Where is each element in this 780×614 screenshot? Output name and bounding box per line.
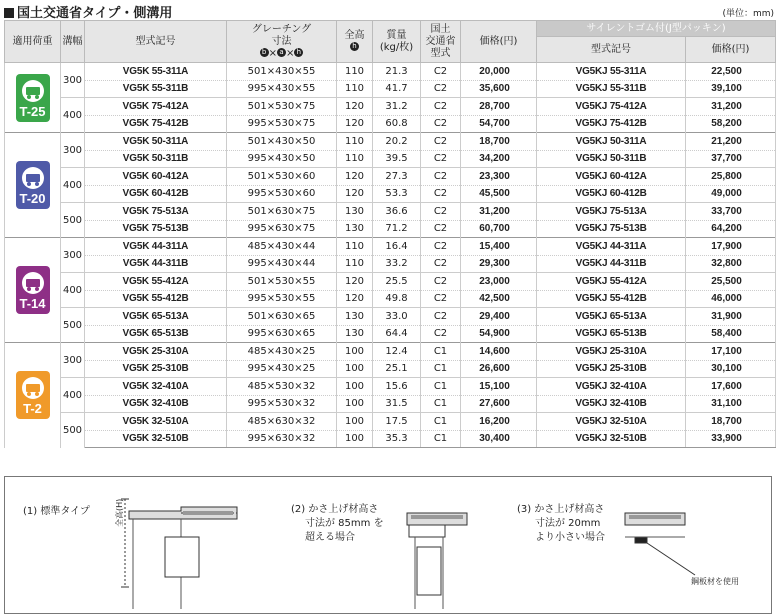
truck-icon: [22, 167, 44, 189]
silent-price-cell: 46,000: [686, 290, 776, 308]
grating-size-cell: 995×530×55: [227, 290, 337, 308]
mass-cell: 17.5: [373, 413, 421, 431]
model-cell: VG5K 75-412A: [85, 98, 227, 116]
diagram-standard-label: (1) 標準タイプ: [23, 506, 90, 517]
mlit-type-cell: C2: [421, 273, 461, 291]
mlit-type-cell: C2: [421, 133, 461, 151]
grating-size-cell: 995×630×32: [227, 430, 337, 448]
mass-cell: 25.5: [373, 273, 421, 291]
height-cell: 100: [337, 343, 373, 361]
silent-model-cell: VG5KJ 32-510A: [537, 413, 686, 431]
silent-price-cell: 30,100: [686, 360, 776, 378]
table-row: [5, 255, 776, 273]
spec-table-body: [5, 63, 776, 448]
mlit-type-cell: C2: [421, 98, 461, 116]
load-class-cell: [5, 63, 61, 133]
price-cell: 60,700: [461, 220, 537, 238]
silent-price-cell: 49,000: [686, 185, 776, 203]
grating-size-cell: 995×430×25: [227, 360, 337, 378]
grating-size-cell: 995×430×55: [227, 80, 337, 98]
model-cell: VG5K 55-412B: [85, 290, 227, 308]
grating-size-cell: 501×530×60: [227, 168, 337, 186]
table-row: [5, 115, 776, 133]
table-row: [5, 98, 776, 116]
model-cell: VG5K 65-513A: [85, 308, 227, 326]
table-row: [5, 238, 776, 256]
silent-model-cell: VG5KJ 55-311A: [537, 63, 686, 81]
table-row: [5, 308, 776, 326]
height-cell: 110: [337, 80, 373, 98]
mass-cell: 60.8: [373, 115, 421, 133]
model-cell: VG5K 32-510B: [85, 430, 227, 448]
mlit-type-cell: C1: [421, 413, 461, 431]
table-row: [5, 203, 776, 221]
silent-model-cell: VG5KJ 50-311B: [537, 150, 686, 168]
load-class-cell: [5, 238, 61, 343]
silent-price-cell: 64,200: [686, 220, 776, 238]
height-cell: 120: [337, 115, 373, 133]
mlit-type-cell: C2: [421, 168, 461, 186]
width-cell: 400: [61, 98, 85, 133]
model-cell: VG5K 75-412B: [85, 115, 227, 133]
silent-price-cell: 25,500: [686, 273, 776, 291]
header-mass: 質量 (kg/枚): [373, 21, 421, 63]
mass-cell: 15.6: [373, 378, 421, 396]
price-cell: 29,300: [461, 255, 537, 273]
mass-cell: 36.6: [373, 203, 421, 221]
silent-price-cell: 22,500: [686, 63, 776, 81]
silent-model-cell: VG5KJ 60-412B: [537, 185, 686, 203]
table-row: [5, 80, 776, 98]
silent-model-cell: VG5KJ 65-513B: [537, 325, 686, 343]
height-cell: 100: [337, 378, 373, 396]
height-cell: 120: [337, 273, 373, 291]
mass-cell: 33.0: [373, 308, 421, 326]
diagram-raise-20-label: (3) かさ上げ材高さ 寸法が 20mm より小さい場合: [517, 504, 605, 543]
price-cell: 20,000: [461, 63, 537, 81]
grating-size-cell: 995×630×75: [227, 220, 337, 238]
mlit-type-cell: C1: [421, 378, 461, 396]
model-cell: VG5K 25-310B: [85, 360, 227, 378]
load-class-cell: [5, 343, 61, 448]
table-row: [5, 290, 776, 308]
silent-model-cell: VG5KJ 32-410A: [537, 378, 686, 396]
price-cell: 14,600: [461, 343, 537, 361]
truck-load-badge: T-14: [16, 266, 50, 314]
model-cell: VG5K 32-410A: [85, 378, 227, 396]
silent-model-cell: VG5KJ 50-311A: [537, 133, 686, 151]
steel-note: 鋼板材を使用: [691, 577, 739, 586]
raise-85-section: [407, 513, 467, 609]
silent-model-cell: VG5KJ 55-412B: [537, 290, 686, 308]
width-cell: 300: [61, 343, 85, 378]
mass-cell: 41.7: [373, 80, 421, 98]
mlit-type-cell: C2: [421, 150, 461, 168]
mass-cell: 12.4: [373, 343, 421, 361]
price-cell: 15,100: [461, 378, 537, 396]
price-cell: 54,700: [461, 115, 537, 133]
spec-table: [4, 20, 776, 448]
table-row: [5, 150, 776, 168]
price-cell: 45,500: [461, 185, 537, 203]
grating-size-cell: 995×530×60: [227, 185, 337, 203]
height-cell: 120: [337, 168, 373, 186]
table-row: [5, 168, 776, 186]
width-cell: 300: [61, 133, 85, 168]
silent-model-cell: VG5KJ 55-311B: [537, 80, 686, 98]
mlit-type-cell: C2: [421, 308, 461, 326]
mass-cell: 71.2: [373, 220, 421, 238]
table-row: [5, 273, 776, 291]
mlit-type-cell: C1: [421, 343, 461, 361]
grating-size-cell: 501×530×75: [227, 98, 337, 116]
model-cell: VG5K 55-412A: [85, 273, 227, 291]
diagram-raise-85-label: (2) かさ上げ材高さ 寸法が 85mm を 超える場合: [291, 504, 384, 543]
silent-price-cell: 33,700: [686, 203, 776, 221]
silent-model-cell: VG5KJ 25-310A: [537, 343, 686, 361]
model-cell: VG5K 75-513B: [85, 220, 227, 238]
silent-model-cell: VG5KJ 25-310B: [537, 360, 686, 378]
price-cell: 28,700: [461, 98, 537, 116]
header-mlit: 国土 交通省 型式: [421, 21, 461, 63]
silent-price-cell: 37,700: [686, 150, 776, 168]
height-cell: 130: [337, 220, 373, 238]
truck-load-badge: T-2: [16, 371, 50, 419]
mlit-type-cell: C2: [421, 115, 461, 133]
mlit-type-cell: C2: [421, 185, 461, 203]
raise-20-section: [625, 513, 695, 575]
mass-cell: 64.4: [373, 325, 421, 343]
silent-price-cell: 58,400: [686, 325, 776, 343]
height-cell: 100: [337, 413, 373, 431]
mass-cell: 31.2: [373, 98, 421, 116]
price-cell: 23,000: [461, 273, 537, 291]
truck-icon: [22, 377, 44, 399]
grating-size-cell: 995×430×44: [227, 255, 337, 273]
silent-price-cell: 17,100: [686, 343, 776, 361]
truck-load-badge: T-20: [16, 161, 50, 209]
grating-size-cell: 501×630×65: [227, 308, 337, 326]
silent-price-cell: 39,100: [686, 80, 776, 98]
mass-cell: 25.1: [373, 360, 421, 378]
diagram-drawing: [5, 477, 771, 613]
model-cell: VG5K 50-311A: [85, 133, 227, 151]
dim-b-icon: b: [260, 48, 269, 57]
silent-model-cell: VG5KJ 75-412B: [537, 115, 686, 133]
model-cell: VG5K 32-410B: [85, 395, 227, 413]
table-row: [5, 343, 776, 361]
width-cell: 400: [61, 273, 85, 308]
silent-price-cell: 33,900: [686, 430, 776, 448]
mass-cell: 33.2: [373, 255, 421, 273]
mass-cell: 27.3: [373, 168, 421, 186]
mass-cell: 53.3: [373, 185, 421, 203]
model-cell: VG5K 75-513A: [85, 203, 227, 221]
width-cell: 400: [61, 168, 85, 203]
truck-load-badge: T-25: [16, 74, 50, 122]
table-row: [5, 430, 776, 448]
table-row: [5, 413, 776, 431]
grating-size-cell: 501×430×55: [227, 63, 337, 81]
silent-price-cell: 17,600: [686, 378, 776, 396]
header-model: 型式記号: [85, 21, 227, 63]
price-cell: 29,400: [461, 308, 537, 326]
mass-cell: 21.3: [373, 63, 421, 81]
height-cell: 110: [337, 150, 373, 168]
model-cell: VG5K 60-412A: [85, 168, 227, 186]
silent-price-cell: 31,200: [686, 98, 776, 116]
standard-section: [121, 499, 237, 609]
silent-model-cell: VG5KJ 32-510B: [537, 430, 686, 448]
truck-icon: [22, 80, 44, 102]
mlit-type-cell: C2: [421, 203, 461, 221]
width-cell: 400: [61, 378, 85, 413]
table-row: [5, 378, 776, 396]
price-cell: 42,500: [461, 290, 537, 308]
mass-cell: 20.2: [373, 133, 421, 151]
truck-icon: [22, 272, 44, 294]
silent-price-cell: 31,900: [686, 308, 776, 326]
header-height: 全高 h: [337, 21, 373, 63]
table-row: [5, 63, 776, 81]
silent-model-cell: VG5KJ 44-311B: [537, 255, 686, 273]
height-cell: 110: [337, 238, 373, 256]
header-silent-price: 価格(円): [686, 37, 776, 63]
price-cell: 54,900: [461, 325, 537, 343]
silent-model-cell: VG5KJ 55-412A: [537, 273, 686, 291]
silent-model-cell: VG5KJ 60-412A: [537, 168, 686, 186]
height-cell: 120: [337, 98, 373, 116]
width-cell: 500: [61, 308, 85, 343]
grating-size-cell: 995×530×75: [227, 115, 337, 133]
model-cell: VG5K 55-311B: [85, 80, 227, 98]
mlit-type-cell: C2: [421, 63, 461, 81]
height-cell: 100: [337, 430, 373, 448]
table-row: [5, 133, 776, 151]
header-grating: グレーチング 寸法 b × a × h: [227, 21, 337, 63]
mass-cell: 31.5: [373, 395, 421, 413]
header-load: 適用荷重: [5, 21, 61, 63]
height-h-icon: h: [350, 42, 359, 51]
silent-model-cell: VG5KJ 32-410B: [537, 395, 686, 413]
grating-size-cell: 485×430×44: [227, 238, 337, 256]
silent-model-cell: VG5KJ 75-513A: [537, 203, 686, 221]
silent-model-cell: VG5KJ 75-513B: [537, 220, 686, 238]
table-row: [5, 395, 776, 413]
price-cell: 35,600: [461, 80, 537, 98]
mass-cell: 39.5: [373, 150, 421, 168]
mass-cell: 35.3: [373, 430, 421, 448]
model-cell: VG5K 32-510A: [85, 413, 227, 431]
height-cell: 130: [337, 203, 373, 221]
mass-cell: 49.8: [373, 290, 421, 308]
price-cell: 30,400: [461, 430, 537, 448]
silent-price-cell: 32,800: [686, 255, 776, 273]
table-row: [5, 185, 776, 203]
price-cell: 15,400: [461, 238, 537, 256]
height-cell: 130: [337, 325, 373, 343]
table-row: [5, 220, 776, 238]
load-class-cell: [5, 133, 61, 238]
dim-a-icon: a: [277, 48, 286, 57]
price-cell: 31,200: [461, 203, 537, 221]
grating-size-cell: 995×430×50: [227, 150, 337, 168]
silent-price-cell: 18,700: [686, 413, 776, 431]
header-silent-model: 型式記号: [537, 37, 686, 63]
model-cell: VG5K 50-311B: [85, 150, 227, 168]
silent-price-cell: 21,200: [686, 133, 776, 151]
silent-price-cell: 17,900: [686, 238, 776, 256]
height-cell: 100: [337, 360, 373, 378]
height-cell: 120: [337, 290, 373, 308]
silent-price-cell: 58,200: [686, 115, 776, 133]
model-cell: VG5K 65-513B: [85, 325, 227, 343]
price-cell: 23,300: [461, 168, 537, 186]
grating-size-cell: 501×430×50: [227, 133, 337, 151]
height-cell: 120: [337, 185, 373, 203]
model-cell: VG5K 55-311A: [85, 63, 227, 81]
width-cell: 300: [61, 238, 85, 273]
grating-size-cell: 501×630×75: [227, 203, 337, 221]
mass-cell: 16.4: [373, 238, 421, 256]
mlit-type-cell: C2: [421, 80, 461, 98]
height-cell: 100: [337, 395, 373, 413]
silent-model-cell: VG5KJ 75-412A: [537, 98, 686, 116]
installation-diagram: [4, 476, 772, 614]
width-cell: 500: [61, 413, 85, 448]
table-row: [5, 360, 776, 378]
model-cell: VG5K 60-412B: [85, 185, 227, 203]
mlit-type-cell: C2: [421, 290, 461, 308]
grating-size-cell: 485×530×32: [227, 378, 337, 396]
mlit-type-cell: C2: [421, 255, 461, 273]
grating-size-cell: 995×630×65: [227, 325, 337, 343]
height-dimension-label: 全高(H): [115, 498, 124, 527]
grating-size-cell: 485×630×32: [227, 413, 337, 431]
page-title: 国土交通省タイプ・側溝用: [4, 2, 172, 21]
price-cell: 18,700: [461, 133, 537, 151]
mlit-type-cell: C1: [421, 360, 461, 378]
mlit-type-cell: C1: [421, 395, 461, 413]
grating-size-cell: 995×530×32: [227, 395, 337, 413]
header-silent: サイレントゴム付(J型パッキン): [537, 21, 776, 37]
price-cell: 27,600: [461, 395, 537, 413]
silent-model-cell: VG5KJ 44-311A: [537, 238, 686, 256]
model-cell: VG5K 25-310A: [85, 343, 227, 361]
price-cell: 16,200: [461, 413, 537, 431]
silent-price-cell: 25,800: [686, 168, 776, 186]
height-cell: 110: [337, 133, 373, 151]
height-cell: 110: [337, 255, 373, 273]
mlit-type-cell: C2: [421, 325, 461, 343]
model-cell: VG5K 44-311B: [85, 255, 227, 273]
silent-model-cell: VG5KJ 65-513A: [537, 308, 686, 326]
header-width: 溝幅: [61, 21, 85, 63]
header-price: 価格(円): [461, 21, 537, 63]
mlit-type-cell: C2: [421, 238, 461, 256]
height-cell: 130: [337, 308, 373, 326]
unit-note: (単位：mm): [722, 9, 774, 19]
height-cell: 110: [337, 63, 373, 81]
width-cell: 300: [61, 63, 85, 98]
silent-price-cell: 31,100: [686, 395, 776, 413]
mlit-type-cell: C1: [421, 430, 461, 448]
width-cell: 500: [61, 203, 85, 238]
mlit-type-cell: C2: [421, 220, 461, 238]
model-cell: VG5K 44-311A: [85, 238, 227, 256]
dim-h-icon: h: [294, 48, 303, 57]
price-cell: 34,200: [461, 150, 537, 168]
price-cell: 26,600: [461, 360, 537, 378]
table-row: [5, 325, 776, 343]
grating-size-cell: 485×430×25: [227, 343, 337, 361]
grating-size-cell: 501×530×55: [227, 273, 337, 291]
